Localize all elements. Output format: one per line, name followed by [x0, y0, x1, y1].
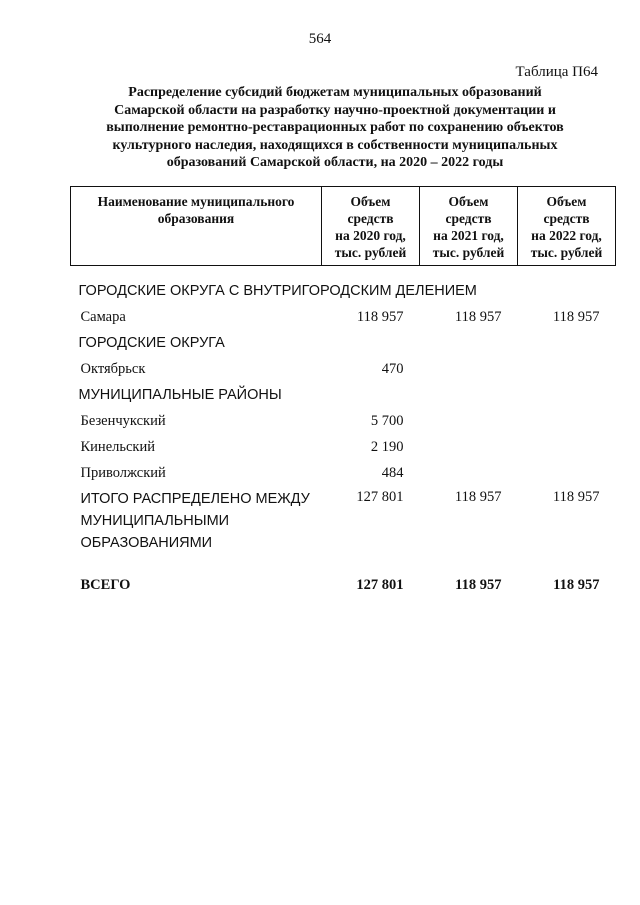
title-line: Самарской области на разработку научно-проектной документации и: [114, 102, 556, 118]
document-title: [70, 84, 600, 172]
title-line: выполнение ремонтно-реставрационных работ по сохранению объектов: [106, 120, 564, 136]
header-2022: Объем средств на 2022 год, тыс. рублей: [518, 187, 616, 266]
itogo-row: ИТОГО РАСПРЕДЕЛЕНО МЕЖДУ МУНИЦИПАЛЬНЫМИ ОБРАЗОВАНИЯМИ 127 801 118 957 118 957: [71, 486, 616, 554]
header-2020: Объем средств на 2020 год, тыс. рублей: [322, 187, 420, 266]
header-row: [71, 187, 616, 266]
table-row: Безенчукский 5 700: [80, 413, 404, 429]
table-row: Приволжский 484: [80, 465, 404, 481]
section-heading: ГОРОДСКИЕ ОКРУГА С ВНУТРИГОРОДСКИМ ДЕЛЕНИЕМ: [78, 283, 477, 299]
header-2021: Объем средств на 2021 год, тыс. рублей: [420, 187, 518, 266]
title-line: образований Самарской области, на 2020 – 2022 годы: [166, 155, 504, 171]
table-row: Кинельский 2 190: [80, 439, 404, 455]
itogo-label: ИТОГО РАСПРЕДЕЛЕНО МЕЖДУ МУНИЦИПАЛЬНЫМИ ОБРАЗОВАНИЯМИ: [80, 491, 310, 551]
section-heading: МУНИЦИПАЛЬНЫЕ РАЙОНЫ: [78, 387, 282, 403]
page-number: 564: [308, 31, 332, 47]
table-label: Таблица П64: [515, 64, 598, 80]
section-heading: ГОРОДСКИЕ ОКРУГА: [78, 335, 225, 351]
table-row: Самара 118 957 118 957 118 957: [80, 309, 600, 325]
table-row: Октябрьск 470: [80, 361, 404, 377]
title-line: Распределение субсидий бюджетам муниципальных образований: [128, 85, 542, 100]
header-name: Наименование муниципального образования: [71, 187, 322, 266]
spacer-row: [71, 266, 616, 279]
title-line: культурного наследия, находящихся в собственности муниципальных: [112, 137, 558, 153]
total-row: ВСЕГО 127 801 118 957 118 957: [80, 577, 600, 593]
subsidy-table: [70, 186, 616, 594]
